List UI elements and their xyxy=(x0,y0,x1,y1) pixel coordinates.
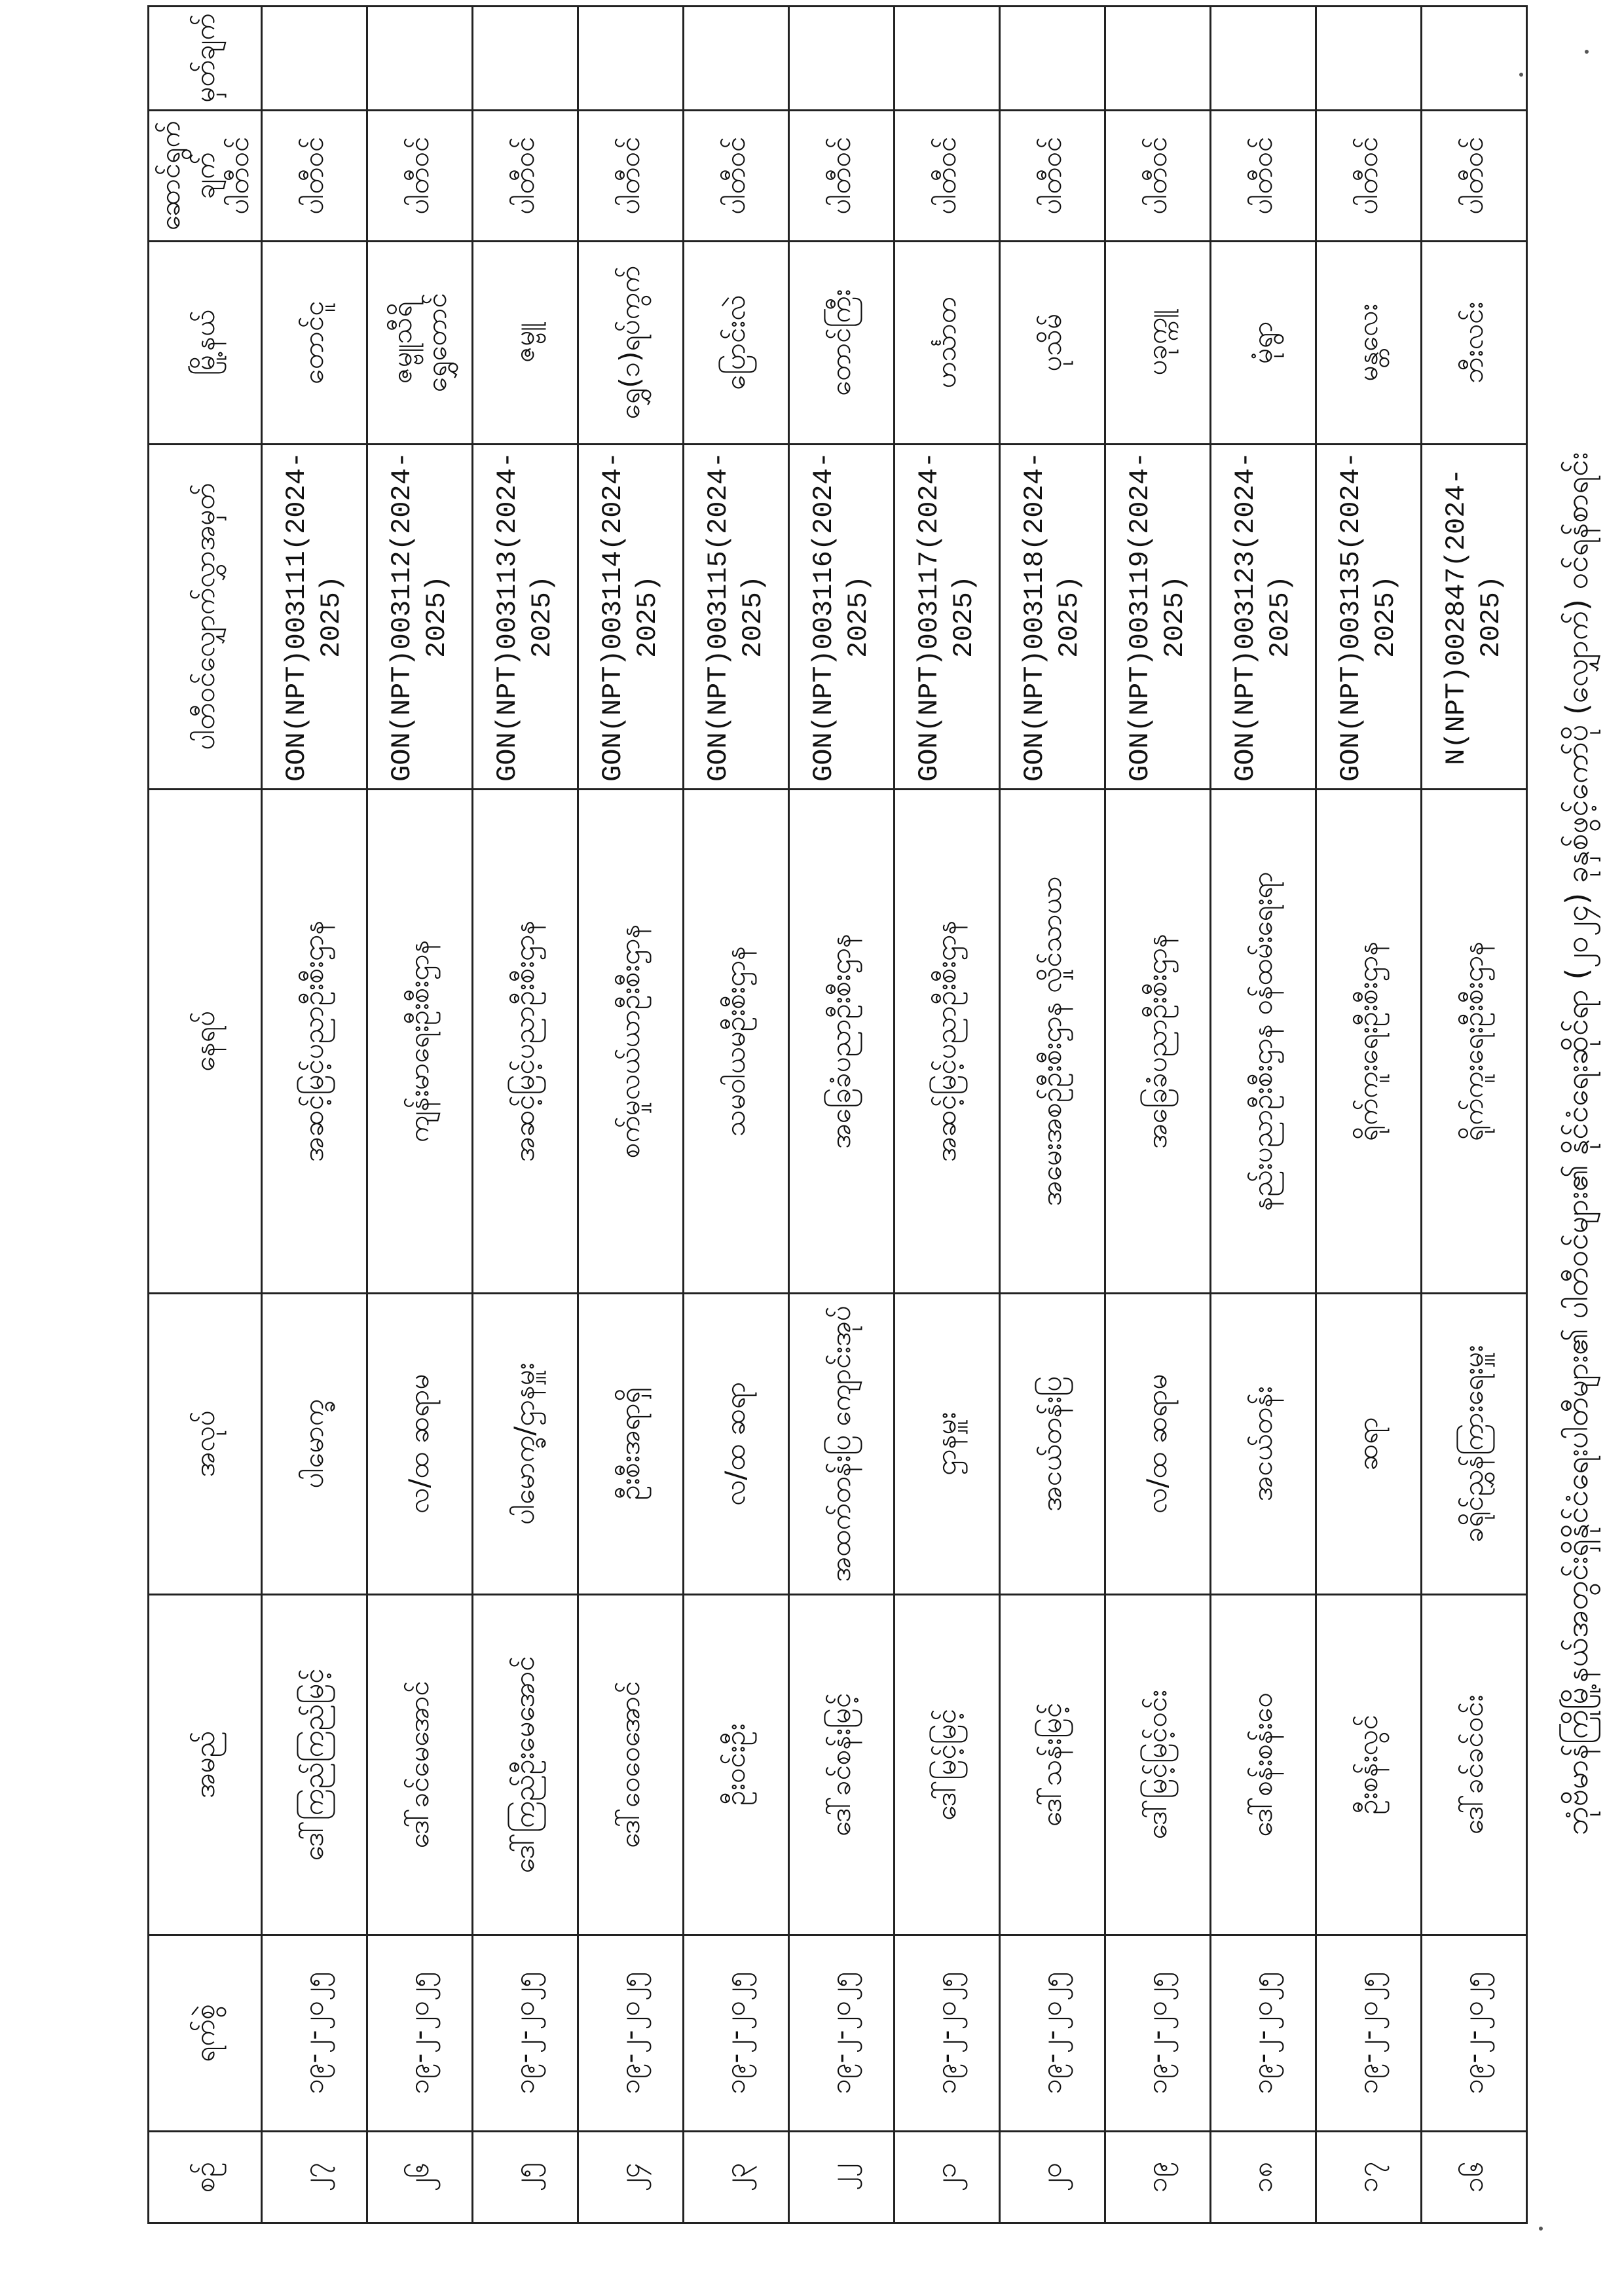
cell-status: ပါတီဝင် xyxy=(1316,110,1421,241)
cell-status: ပါတီဝင် xyxy=(1210,110,1316,241)
table-row xyxy=(1421,6,1526,2223)
cell-address: အဆင့်မြင့်ပညာဦးစီးဌာန xyxy=(472,790,578,1294)
cell-occupation: ဆရာ xyxy=(1316,1294,1421,1595)
cell-date: ၁၉-၂-၂၀၂၅ xyxy=(999,1935,1105,2132)
table-row xyxy=(1316,6,1421,2223)
cell-remark xyxy=(1105,6,1210,110)
cell-name: ဒေါ်မြင့်မြင့်ဝင်း xyxy=(1105,1595,1210,1935)
table-row xyxy=(472,6,578,2223)
table-body xyxy=(261,6,1526,2223)
cell-reg-no: GON(NPT)003116(2024-2025) xyxy=(788,444,894,789)
table-row xyxy=(683,6,788,2223)
cell-reg-no: N(NPT)002847(2024-2025) xyxy=(1421,444,1526,789)
cell-township: ဇမ္ဗူ xyxy=(472,241,578,444)
cell-township: ဟင်္သာတ xyxy=(894,241,999,444)
header-occupation: အလုပ် xyxy=(149,1294,262,1595)
table-row xyxy=(1105,6,1210,2223)
header-reg-no: ပါတီဝင်လျှောက်လွှာအမှတ် xyxy=(149,444,262,789)
cell-township: ပုသိမ် xyxy=(999,241,1105,444)
cell-status: ပါတီဝင် xyxy=(472,110,578,241)
cell-occupation: အငယ်တန်း xyxy=(1210,1294,1316,1595)
header-name: အမည် xyxy=(149,1595,262,1935)
cell-name: ဒေါ်ခင်စန်းမြင့် xyxy=(788,1595,894,1935)
cell-status: ပါတီဝင် xyxy=(999,110,1105,241)
cell-no: ၂၁ xyxy=(894,2132,999,2223)
header-address: နေရပ် xyxy=(149,790,262,1294)
cell-no: ၂၀ xyxy=(999,2132,1105,2223)
cell-township: ဘီးလင်း xyxy=(1421,241,1526,444)
cell-occupation: ခရိုင်ညွှန်ကြားရေးမှူး xyxy=(1421,1294,1526,1595)
cell-address: အခြေခံပညာဦးစီးဌာန xyxy=(1105,790,1210,1294)
cell-occupation: ဦးစီးအရာရှိ xyxy=(578,1294,683,1595)
scan-speck xyxy=(1519,73,1523,77)
cell-name: ဒေါ်ခင်မေအောင် xyxy=(367,1595,472,1935)
cell-remark xyxy=(894,6,999,110)
cell-name: ဒေါ်စန်းစန်းဝေ xyxy=(1210,1595,1316,1935)
cell-reg-no: GON(NPT)003112(2024-2025) xyxy=(367,444,472,789)
cell-remark xyxy=(472,6,578,110)
header-no: စဉ် xyxy=(149,2132,262,2223)
cell-remark xyxy=(1210,6,1316,110)
cell-remark xyxy=(1316,6,1421,110)
cell-occupation: ဌာနမှူး xyxy=(894,1294,999,1595)
cell-status: ပါတီဝင် xyxy=(1105,110,1210,241)
table-row xyxy=(367,6,472,2223)
cell-occupation: လ/ထ ဆရာမ xyxy=(367,1294,472,1595)
cell-address: အခြေခံပညာဦးစီးဌာန xyxy=(788,790,894,1294)
cell-name: ဒေါ်ကြည်ဦးမေအောင် xyxy=(472,1595,578,1935)
cell-status: ပါတီဝင် xyxy=(894,110,999,241)
cell-remark xyxy=(999,6,1105,110)
cell-name: ဒေါ်ကြည်ကြည်မြင့် xyxy=(261,1595,367,1935)
cell-address: ကျန်းမာရေးဦးစီးဌာန xyxy=(367,790,472,1294)
cell-township: တောင်ကြီး xyxy=(788,241,894,444)
cell-township: မုံရွာ xyxy=(1210,241,1316,444)
cell-occupation: အငယ်တန်းပြ xyxy=(999,1294,1105,1595)
member-register-table xyxy=(147,5,1528,2224)
cell-date: ၁၉-၂-၂၀၂၅ xyxy=(1421,1935,1526,2132)
header-date: ရက်စွဲ xyxy=(149,1935,262,2132)
cell-date: ၁၉-၂-၂၀၂၅ xyxy=(1210,1935,1316,2132)
cell-name: ဦးစန်းလွင် xyxy=(1316,1595,1421,1935)
cell-date: ၁၉-၂-၂၀၂၅ xyxy=(1316,1935,1421,2132)
cell-name: ဒေါ်မြင့်မြင့် xyxy=(894,1595,999,1935)
cell-remark xyxy=(261,6,367,110)
header-status: ဆောင်ရွက်ချက် ပါတီဝင် xyxy=(149,110,262,241)
cell-remark xyxy=(683,6,788,110)
table-row xyxy=(261,6,367,2223)
cell-remark xyxy=(367,6,472,110)
cell-date: ၁၉-၂-၂၀၂၅ xyxy=(472,1935,578,2132)
cell-status: ပါတီဝင် xyxy=(367,110,472,241)
cell-address: အမေးအစဉ်ဦးစီးဌာန လှိုင်သာယာ xyxy=(999,790,1105,1294)
cell-occupation: ပါမောက္ခ xyxy=(261,1294,367,1595)
cell-name: ဒေါ်ခင်ခင်ဝင်း xyxy=(1421,1595,1526,1935)
cell-date: ၁၉-၂-၂၀၂၅ xyxy=(578,1935,683,2132)
cell-name: ဒေါ်ဝေဝေအောင် xyxy=(578,1595,683,1935)
cell-date: ၁၉-၂-၂၀၂၅ xyxy=(367,1935,472,2132)
cell-remark xyxy=(1421,6,1526,110)
cell-reg-no: GON(NPT)003115(2024-2025) xyxy=(683,444,788,789)
cell-address: နည်းပညာဦးစီးဌာန ဝန်ထမ်းရေးရာ xyxy=(1210,790,1316,1294)
cell-address: ရိုက်ကူးရေးဦးစီးဌာန xyxy=(1421,790,1526,1294)
cell-reg-no: GON(NPT)003118(2024-2025) xyxy=(999,444,1105,789)
table-row xyxy=(1210,6,1316,2223)
cell-occupation: လ/ထ ဆရာမ xyxy=(1105,1294,1210,1595)
cell-status: ပါတီဝင် xyxy=(578,110,683,241)
cell-occupation: ပါမောက္ခ/ဌာနမှူး xyxy=(472,1294,578,1595)
cell-no: ၂၅ xyxy=(472,2132,578,2223)
scan-speck xyxy=(1585,50,1589,54)
cell-date: ၁၉-၂-၂၀၂၅ xyxy=(683,1935,788,2132)
cell-reg-no: GON(NPT)003135(2024-2025) xyxy=(1316,444,1421,789)
cell-no: ၂၆ xyxy=(367,2132,472,2223)
scan-speck xyxy=(1539,2227,1543,2231)
cell-township: ပြောင်းလဲ xyxy=(683,241,788,444)
document-title: ဘုံဗိမာန်ကြိုမြို့နယ်အတွင်းရှိနိုင်ငံရေးပါတီများ၏ ပါတီဝင်များ၏ နိုင်ငံရေးဆိုင်ရာ (၂၀၂၄) ခုနှစ်ဖွင့်ကော်ပို (လျှောက်) ဝင်ရန်စာရင်း xyxy=(1559,452,1595,1836)
header-remark: မှတ်ချက် xyxy=(149,6,262,110)
cell-remark xyxy=(578,6,683,110)
cell-no: ၂၂ xyxy=(788,2132,894,2223)
cell-date: ၁၉-၂-၂၀၂၅ xyxy=(1105,1935,1210,2132)
cell-address: သမဝါယမဦးစီးဌာန xyxy=(683,790,788,1294)
cell-township: မန္တလေး xyxy=(1316,241,1421,444)
cell-reg-no: GON(NPT)003123(2024-2025) xyxy=(1210,444,1316,789)
cell-no: ၂၃ xyxy=(683,2132,788,2223)
table-row xyxy=(999,6,1105,2223)
cell-township: ဇမ္ဗူသီရိ ရွှေတောင် xyxy=(367,241,472,444)
cell-date: ၁၉-၂-၂၀၂၅ xyxy=(261,1935,367,2132)
cell-date: ၁၉-၂-၂၀၂၅ xyxy=(894,1935,999,2132)
cell-no: ၁၆ xyxy=(1421,2132,1526,2223)
cell-reg-no: GON(NPT)003111(2024-2025) xyxy=(261,444,367,789)
cell-township: ပခုက္ကူ xyxy=(1105,241,1210,444)
cell-occupation: လ/ထ ဆရာ xyxy=(683,1294,788,1595)
cell-reg-no: GON(NPT)003114(2024-2025) xyxy=(578,444,683,789)
cell-address: စက်မှုလယ်ယာဦးစီးဌာန xyxy=(578,790,683,1294)
table-row xyxy=(578,6,683,2223)
cell-no: ၁၈ xyxy=(1210,2132,1316,2223)
cell-status: ပါတီဝင် xyxy=(683,110,788,241)
cell-reg-no: GON(NPT)003113(2024-2025) xyxy=(472,444,578,789)
cell-status: ပါတီဝင် xyxy=(261,110,367,241)
cell-no: ၂၄ xyxy=(578,2132,683,2223)
cell-address: ရိုက်ကူးရေးဦးစီးဌာန xyxy=(1316,790,1421,1294)
header-row xyxy=(149,6,262,2223)
cell-date: ၁၉-၂-၂၀၂၅ xyxy=(788,1935,894,2132)
cell-occupation: အထက်တန်းပြ ကျောင်းအုပ် xyxy=(788,1294,894,1595)
cell-township: တောင်ငူ xyxy=(261,241,367,444)
cell-no: ၁၇ xyxy=(1316,2132,1421,2223)
cell-address: အဆင့်မြင့်ပညာဦးစီးဌာန xyxy=(894,790,999,1294)
cell-status: ပါတီဝင် xyxy=(788,110,894,241)
table-row xyxy=(788,6,894,2223)
cell-address: အဆင့်မြင့်ပညာဦးစီးဌာန xyxy=(261,790,367,1294)
cell-name: ဦးဝင်းဦး xyxy=(683,1595,788,1935)
cell-reg-no: GON(NPT)003119(2024-2025) xyxy=(1105,444,1210,789)
cell-reg-no: GON(NPT)003117(2024-2025) xyxy=(894,444,999,789)
cell-status: ပါတီဝင် xyxy=(1421,110,1526,241)
header-township: မြို့နယ် xyxy=(149,241,262,444)
cell-no: ၂၇ xyxy=(261,2132,367,2223)
cell-no: ၁၉ xyxy=(1105,2132,1210,2223)
cell-name: ဒေါ်သန်းမြင့် xyxy=(999,1595,1105,1935)
table-row xyxy=(894,6,999,2223)
cell-township: ရွှေ(၁)ရပ်ကွက် xyxy=(578,241,683,444)
cell-remark xyxy=(788,6,894,110)
